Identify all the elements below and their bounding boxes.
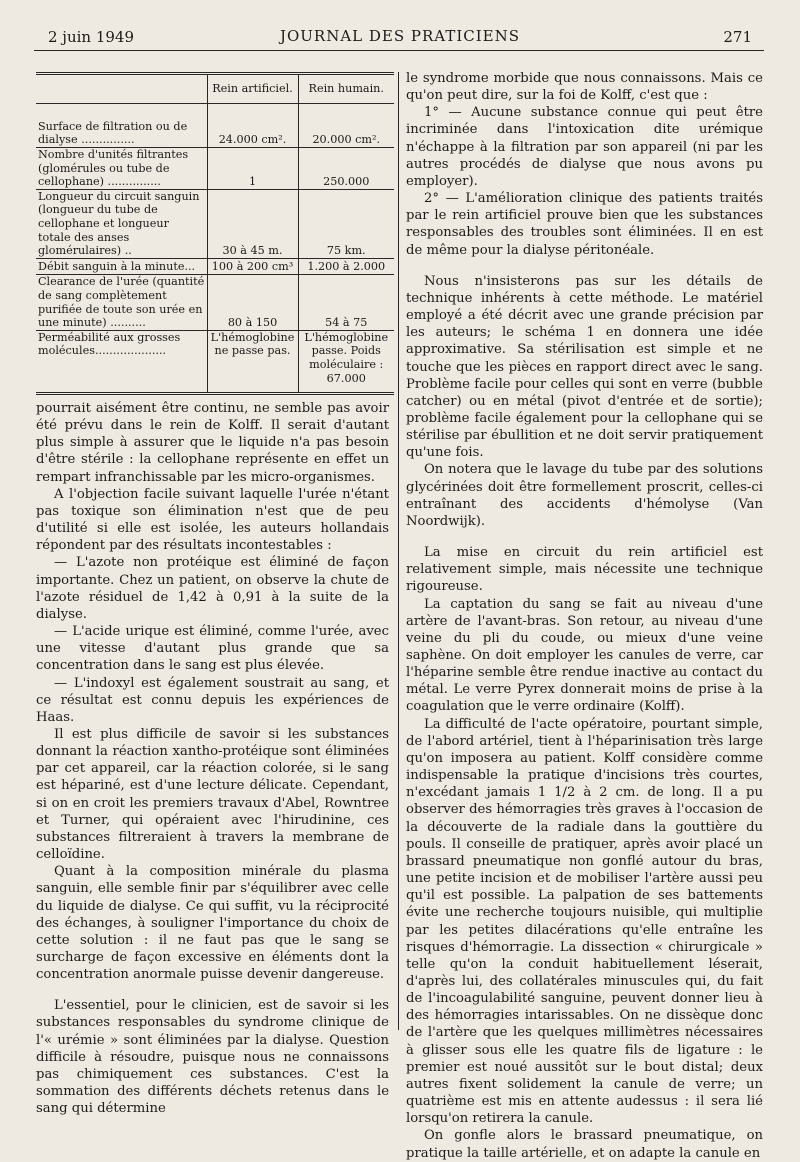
row-label: Surface de filtration ou de dialyse ............... [36,104,207,148]
cell-artificial: 1 [207,148,298,190]
paragraph: L'essentiel, pour le clinicien, est de savoir si les substances responsables du syndrome clinique de l'« urémie » sont éliminées par la dialyse. Question difficile à résoudre, puisque nous ne connaissons pas chimiquement ces substances. C'est la sommation des différents déchets retenus dans le sang qui détermine [36,998,389,1117]
table-row [36,330,394,392]
row-label: Longueur du circuit sanguin (longueur du tube de cellophane et longueur totale des anses glomérulaires) .. [36,189,207,258]
paragraph: — L'acide urique est éliminé, comme l'urée, avec une vitesse d'autant plus grande que sa concentration dans le sang est plus élevée. [36,624,389,674]
paragraph: La difficulté de l'acte opératoire, pourtant simple, de l'abord artériel, tient à l'héparinisation très large qu'on imposera au patient. Kolff considère comme indispensable la pratique d'incisions très courtes, n'excédant jamais 1 1/2 à 2 cm. de long. Il a pu observer des hémorragies très graves à l'occasion de la découverte de la radiale dans la gouttière du pouls. Il conseille de pratiquer, après avoir placé un brassard pneumatique non gonflé autour du bras, une petite incision et de mobiliser l'artère aussi peu qu'il est possible. La palpation de ses battements évite une recherche toujours nuisible, qui multiplie par les petites dilacérations qu'elle entraîne les risques d'hémorragie. La dissection « chirurgicale » telle qu'on la conduit habituellement léserait, d'après lui, des collatérales minuscules qui, du fait de l'incoagulabilité sanguine, peuvent donner lieu à des hémorragies intarissables. On ne dissèque donc de l'artère que les quelques millimètres nécessaires à glisser sous elle les quatre fils de ligature : le premier est noué aussitôt sur le bout distal; deux autres fixent solidement la canule de verre; un quatrième est mis en attente audessus : il sera lié lorsqu'on retirera la canule. [406,716,763,1127]
paragraph: On gonfle alors le brassard pneumatique, on pratique la taille artérielle, et on adapte la canule en [406,1128,763,1161]
page-number: 271 [723,28,752,46]
paragraph: — L'azote non protéique est éliminé de façon importante. Chez un patient, on observe la chute de l'azote résiduel de 1,42 à 0,91 à la suite de la dialyse. [36,555,389,622]
cell-artificial: 80 à 150 [207,274,298,330]
paragraph: pourrait aisément être continu, ne semble pas avoir été prévu dans le rein de Kolff. Il serait d'autant plus simple à assurer que le liquide n'a pas besoin d'être stérile : la cellophane représente en effet un rempart infranchissable par les micro-organismes. [36,401,389,485]
row-label: Clearance de l'urée (quantité de sang complètement purifiée de toute son urée en une minute) .......... [36,274,207,330]
table-header-row [36,75,394,104]
table-bottom-rule [36,392,394,395]
col-header-human: Rein humain. [298,75,394,104]
cell-artificial: 100 à 200 cm³ [207,258,298,274]
paragraph: On notera que le lavage du tube par des solutions glycérinées doit être formellement proscrit, celles-ci entraînant des accidents d'hémolyse (Van Noordwijk). [406,462,763,529]
paragraph: La captation du sang se fait au niveau d'une artère de l'avant-bras. Son retour, au niveau d'une veine du pli du coude, ou mieux d'une veine saphène. On doit employer les canules de verre, car l'héparine semble être rendue inactive au contact du métal. Le verre Pyrex donnerait moins de prise à la coagulation que le verre ordinaire (Kolff). [406,596,763,715]
paragraph: Nous n'insisterons pas sur les détails de technique inhérents à cette méthode. Le matériel employé a été décrit avec une grande précision par les auteurs; le schéma 1 en donnera une idée approximative. Sa stérilisation est simple et ne touche que les pièces en rapport direct avec le sang. Problème facile pour celles qui sont en verre (bubble catcher) ou en métal (pivot d'entrée et de sortie); problème facile également pour la cellophane qui se stérilise par ébullition et ne doit servir pratiquement qu'une fois. [406,273,763,461]
cell-artificial: 30 à 45 m. [207,189,298,258]
cell-human: 1.200 à 2.000 [298,258,394,274]
row-label: Débit sanguin à la minute... [36,258,207,274]
cell-human: 250.000 [298,148,394,190]
paragraph: La mise en circuit du rein artificiel est relativement simple, mais nécessite une technique rigoureuse. [406,545,763,595]
paragraph: Il est plus difficile de savoir si les substances donnant la réaction xantho-protéique sont éliminées par cet appareil, car la réaction colorée, si le sang est hépariné, est d'une lecture délicate. Cependant, si on en croit les premiers travaux d'Abel, Rowntree et Turner, qui opéraient avec l'hirudinine, ces substances filtreraient à travers la membrane de celloïdine. [36,726,389,863]
cell-human: 20.000 cm². [298,104,394,148]
cell-human: 75 km. [298,189,394,258]
left-column [36,400,389,1117]
table-row [36,189,394,258]
cell-human: 54 à 75 [298,274,394,330]
journal-title: JOURNAL DES PRATICIENS [279,27,521,45]
right-column [406,70,763,1162]
table-row [36,258,394,274]
table-row [36,148,394,190]
paragraph: 2° — L'amélioration clinique des patients traités par le rein artificiel prouve bien que les substances responsables des troubles sont éliminées. Il en est de même pour la dialyse péritonéale. [406,191,763,258]
paragraph: 1° — Aucune substance connue qui peut être incriminée dans l'intoxication dite urémique n'échappe à la filtration par son appareil (ni par les autres procédés de dialyse que nous avons pu employer). [406,105,763,189]
row-label: Perméabilité aux grosses molécules.................... [36,330,207,392]
header-rule [34,50,764,51]
paragraph: Quant à la composition minérale du plasma sanguin, elle semble finir par s'équilibrer avec celle du liquide de dialyse. Ce qui suffit, vu la réciprocité des échanges, à souligner l'importance du choix de cette solution : il ne faut pas que le sang se surcharge de façon excessive en éléments dont la concentration anormale puisse devenir dangereuse. [36,864,389,983]
row-label: Nombre d'unités filtrantes (glomérules ou tube de cellophane) ............... [36,148,207,190]
col-header-artificial: Rein artificiel. [207,75,298,104]
issue-date: 2 juin 1949 [48,28,135,46]
paragraph: le syndrome morbide que nous connaissons. Mais ce qu'on peut dire, sur la foi de Kolff, c'est que : [406,71,763,104]
cell-human: L'hémoglobine passe. Poids moléculaire : 67.000 [298,330,394,392]
comparison-table [36,72,394,395]
paragraph: — L'indoxyl est également soustrait au sang, et ce résultat est connu depuis les expériences de Haas. [36,675,389,725]
table-corner [36,75,207,104]
cell-artificial: 24.000 cm². [207,104,298,148]
page-header [0,0,800,50]
column-divider [398,72,399,1030]
table-row [36,274,394,330]
table-row [36,104,394,148]
paragraph: A l'objection facile suivant laquelle l'urée n'étant pas toxique son élimination n'est que de peu d'utilité si elle est isolée, les auteurs hollandais répondent par des résultats incontestables : [36,486,389,554]
cell-artificial: L'hémoglobine ne passe pas. [207,330,298,392]
